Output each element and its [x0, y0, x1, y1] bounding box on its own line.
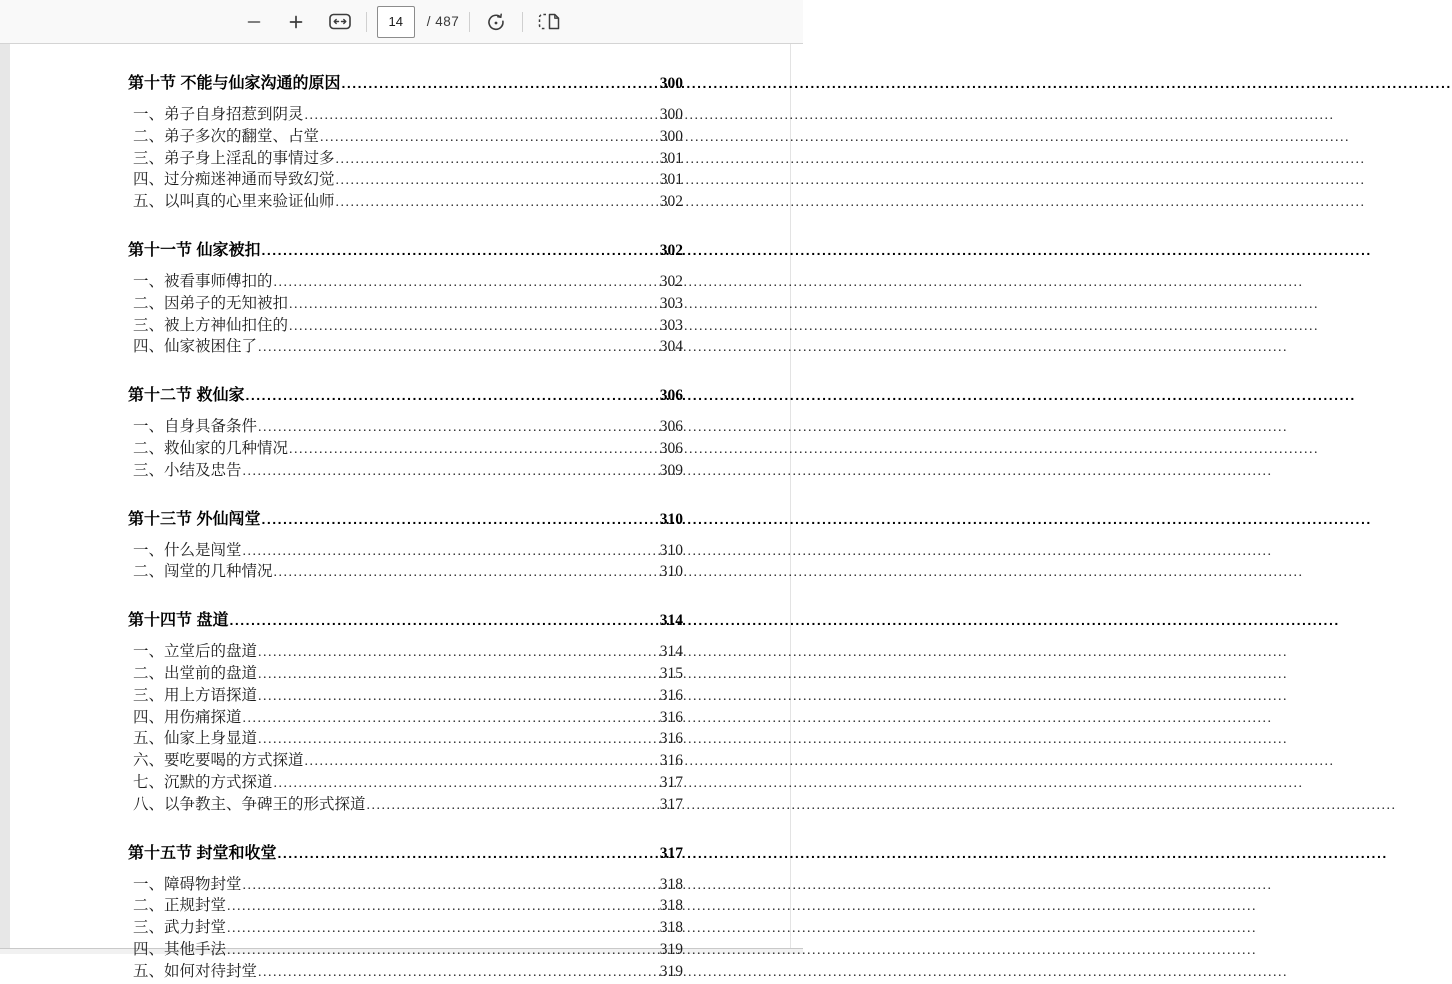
dot-leader	[258, 664, 659, 686]
toc-item-link[interactable]	[128, 417, 683, 439]
page-number-input[interactable]	[377, 6, 415, 38]
toc-item-link[interactable]	[128, 562, 683, 584]
dot-leader	[227, 896, 659, 918]
dot-leader	[261, 239, 658, 262]
dot-leader	[245, 384, 658, 407]
toc-item-page: 315	[659, 664, 683, 682]
toc-item-link[interactable]	[128, 461, 683, 483]
toc-item-link[interactable]	[128, 192, 683, 214]
toc-item-title: 二、弟子多次的翻堂、占堂	[133, 127, 320, 145]
toc-item-title: 二、因弟子的无知被扣	[133, 294, 289, 312]
toc-item-page: 317	[659, 795, 683, 813]
dot-leader	[258, 729, 659, 751]
toc-item-link[interactable]	[128, 170, 683, 192]
dot-leader	[229, 609, 658, 632]
toc-heading-page: 310	[659, 510, 683, 528]
rotate-button[interactable]	[480, 6, 512, 38]
pdf-viewer-area	[0, 44, 803, 980]
toc-item-link[interactable]	[128, 875, 683, 897]
toc-item-page: 300	[659, 127, 683, 145]
toc-item-page: 314	[659, 643, 683, 661]
toc-item-title: 一、自身具备条件	[133, 418, 258, 436]
toc-item-page: 316	[659, 752, 683, 770]
toc-item-title: 二、闯堂的几种情况	[133, 563, 273, 581]
toc-heading-page: 314	[659, 612, 683, 630]
toc-heading-link[interactable]	[128, 609, 683, 632]
toc-item-title: 一、立堂后的盘道	[133, 643, 258, 661]
toc-item-page: 301	[659, 171, 683, 189]
fit-to-width-icon	[329, 13, 351, 30]
dot-leader	[305, 751, 659, 773]
toc-item-link[interactable]	[128, 272, 683, 294]
dot-leader	[243, 875, 659, 897]
toc-item-page: 319	[659, 940, 683, 958]
toc-heading-link[interactable]	[128, 72, 683, 95]
toc-item-title: 一、障碍物封堂	[133, 875, 242, 893]
toc-item-link[interactable]	[128, 896, 683, 918]
dot-leader	[277, 842, 658, 865]
dot-leader	[227, 940, 659, 962]
toc-item-link[interactable]	[128, 686, 683, 708]
toc-heading-link[interactable]	[128, 508, 683, 531]
toc-item-link[interactable]	[128, 127, 683, 149]
toc-item-page: 310	[659, 541, 683, 559]
toc-heading-link[interactable]	[128, 239, 683, 262]
viewer-left-gutter	[0, 44, 10, 948]
table-of-contents	[128, 72, 683, 984]
toc-item-title: 一、弟子自身招惹到阴灵	[133, 106, 304, 123]
toc-item-page: 309	[659, 461, 683, 479]
dot-leader	[243, 541, 659, 563]
toc-item-link[interactable]	[128, 773, 683, 795]
pdf-page	[10, 44, 791, 980]
toc-item-page: 303	[659, 294, 683, 312]
dot-leader	[289, 316, 659, 338]
toc-item-title: 五、以叫真的心里来验证仙师	[133, 193, 335, 211]
dot-leader	[341, 72, 658, 95]
toc-item-page: 301	[659, 149, 683, 167]
toc-item-page: 318	[659, 919, 683, 937]
dot-leader	[289, 439, 659, 461]
minus-icon	[247, 15, 261, 29]
toc-item-title: 七、沉默的方式探道	[133, 773, 273, 791]
toc-item-title: 六、要吃要喝的方式探道	[133, 752, 304, 770]
toc-item-title: 四、用伤痛探道	[133, 708, 242, 726]
toc-heading-title: 第十五节 封堂和收堂	[128, 844, 277, 862]
toc-item-page: 316	[659, 730, 683, 748]
toolbar-separator	[522, 12, 523, 32]
toc-item-link[interactable]	[128, 337, 683, 359]
page-view-button[interactable]	[533, 6, 565, 38]
toc-item-link[interactable]	[128, 795, 683, 817]
toc-section	[128, 72, 683, 214]
dot-leader	[274, 562, 659, 584]
toc-item-title: 八、以争教主、争碑王的形式探道	[133, 795, 366, 813]
toc-item-page: 300	[659, 106, 683, 123]
toc-item-title: 三、用上方语探道	[133, 686, 258, 704]
dot-leader	[305, 105, 659, 127]
toc-item-link[interactable]	[128, 316, 683, 338]
dot-leader	[243, 708, 659, 730]
dot-leader	[261, 508, 658, 531]
toc-item-page: 302	[659, 193, 683, 211]
dot-leader	[227, 918, 659, 940]
toc-heading-title: 第十二节 救仙家	[128, 387, 245, 405]
dot-leader	[367, 795, 659, 817]
toc-heading-page: 302	[659, 241, 683, 259]
toc-section	[128, 239, 683, 359]
toc-item-link[interactable]	[128, 940, 683, 962]
toc-item-link[interactable]	[128, 664, 683, 686]
toc-item-link[interactable]	[128, 439, 683, 461]
toc-section	[128, 842, 683, 984]
zoom-out-button[interactable]	[238, 6, 270, 38]
dot-leader	[258, 642, 659, 664]
toc-item-page: 303	[659, 316, 683, 334]
toc-item-link[interactable]	[128, 105, 683, 127]
toc-heading-page: 300	[659, 75, 683, 92]
toc-item-link[interactable]	[128, 708, 683, 730]
dot-leader	[289, 294, 659, 316]
dot-leader	[258, 337, 659, 359]
toc-item-title: 一、被看事师傅扣的	[133, 272, 273, 290]
toc-heading-title: 第十一节 仙家被扣	[128, 241, 261, 259]
toc-item-title: 四、仙家被困住了	[133, 338, 258, 356]
toc-section	[128, 508, 683, 585]
toc-item-link[interactable]	[128, 962, 683, 984]
toc-item-title: 五、仙家上身显道	[133, 730, 258, 748]
dot-leader	[336, 170, 659, 192]
toolbar-separator	[366, 12, 367, 32]
dot-leader	[258, 962, 659, 984]
page-view-icon	[538, 13, 560, 30]
rotate-icon	[486, 12, 506, 32]
toc-item-page: 316	[659, 708, 683, 726]
toc-heading-link[interactable]	[128, 384, 683, 407]
pdf-toolbar	[0, 0, 803, 44]
toc-item-title: 二、正规封堂	[133, 897, 227, 915]
toc-item-page: 310	[659, 563, 683, 581]
dot-leader	[258, 686, 659, 708]
toc-item-page: 302	[659, 272, 683, 290]
toc-heading-page: 317	[659, 844, 683, 862]
toc-item-page: 306	[659, 418, 683, 436]
toc-item-page: 304	[659, 338, 683, 356]
toc-item-title: 三、被上方神仙扣住的	[133, 316, 289, 334]
toc-section	[128, 384, 683, 482]
toc-item-title: 三、弟子身上淫乱的事情过多	[133, 149, 335, 167]
toc-section	[128, 609, 683, 816]
dot-leader	[336, 149, 659, 171]
toc-item-title: 四、其他手法	[133, 940, 227, 958]
toc-heading-link[interactable]	[128, 842, 683, 865]
plus-icon	[289, 15, 303, 29]
toc-item-page: 318	[659, 897, 683, 915]
dot-leader	[274, 272, 659, 294]
toc-item-link[interactable]	[128, 149, 683, 171]
fit-to-width-button[interactable]	[324, 6, 356, 38]
toc-item-link[interactable]	[128, 294, 683, 316]
toc-item-title: 三、武力封堂	[133, 919, 227, 937]
toc-item-page: 316	[659, 686, 683, 704]
toc-item-title: 五、如何对待封堂	[133, 962, 258, 980]
toc-item-page: 318	[659, 875, 683, 893]
zoom-in-button[interactable]	[280, 6, 312, 38]
dot-leader	[258, 417, 659, 439]
toc-item-page: 306	[659, 439, 683, 457]
toc-item-title: 三、小结及忠告	[133, 461, 242, 479]
toc-item-title: 二、出堂前的盘道	[133, 664, 258, 682]
toc-item-link[interactable]	[128, 642, 683, 664]
toc-item-title: 四、过分痴迷神通而导致幻觉	[133, 171, 335, 189]
toc-item-page: 319	[659, 962, 683, 980]
toc-item-title: 二、救仙家的几种情况	[133, 439, 289, 457]
toc-heading-title: 第十三节 外仙闯堂	[128, 510, 261, 528]
toc-item-link[interactable]	[128, 751, 683, 773]
toc-heading-title: 第十四节 盘道	[128, 612, 229, 630]
dot-leader	[336, 192, 659, 214]
dot-leader	[274, 773, 659, 795]
toolbar-separator	[469, 12, 470, 32]
toc-item-page: 317	[659, 773, 683, 791]
page-count-label: / 487	[426, 14, 460, 29]
toc-item-link[interactable]	[128, 729, 683, 751]
toc-item-link[interactable]	[128, 918, 683, 940]
dot-leader	[243, 461, 659, 483]
toc-heading-page: 306	[659, 387, 683, 405]
toc-item-title: 一、什么是闯堂	[133, 541, 242, 559]
toc-heading-title: 第十节 不能与仙家沟通的原因	[128, 75, 341, 92]
toc-item-link[interactable]	[128, 541, 683, 563]
dot-leader	[320, 127, 659, 149]
